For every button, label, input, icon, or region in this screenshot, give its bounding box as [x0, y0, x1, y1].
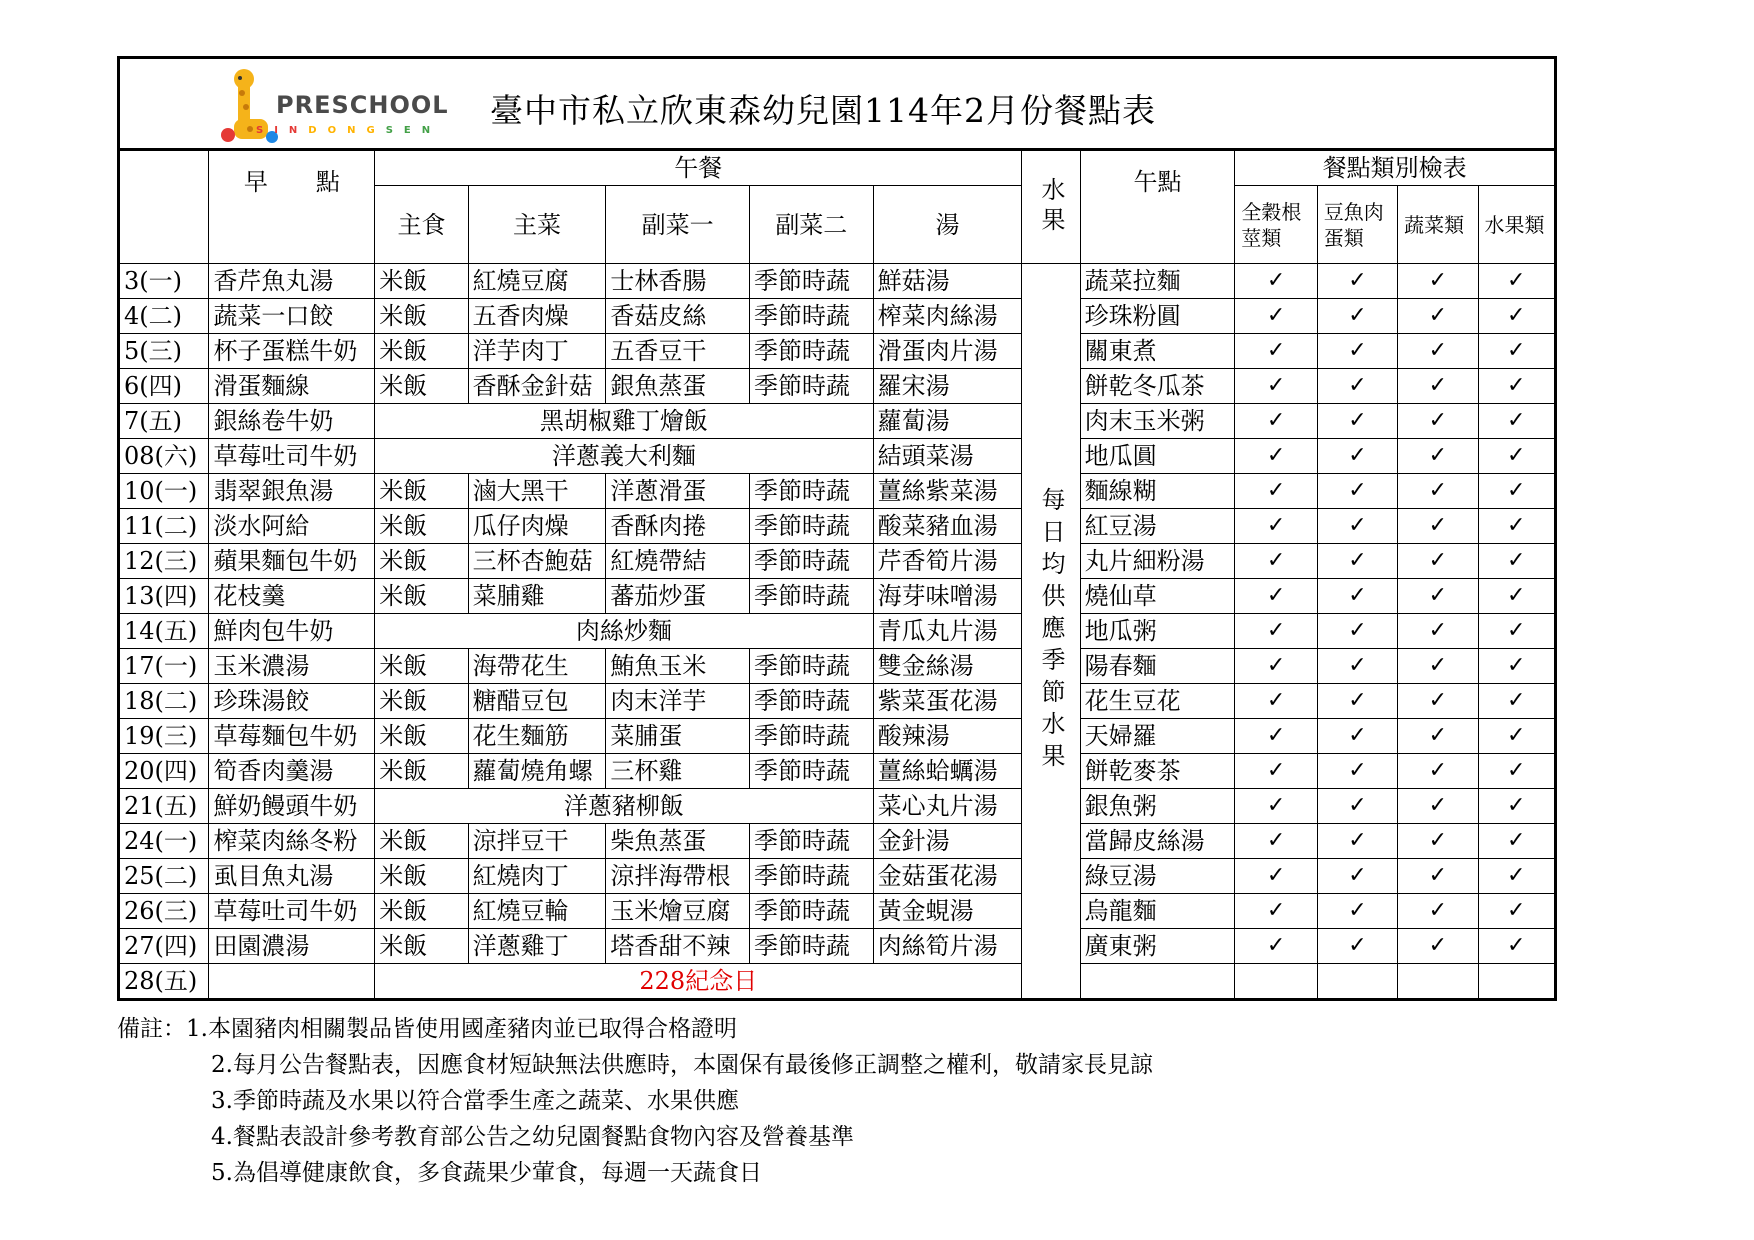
soup-cell: 海芽味噌湯 — [873, 579, 1022, 614]
check-mark: ✓ — [1478, 859, 1555, 894]
table-row — [119, 369, 1556, 404]
main-dish-cell: 洋蔥雞丁 — [468, 929, 606, 964]
side1-cell: 柴魚蒸蛋 — [606, 824, 750, 859]
table-row — [119, 684, 1556, 719]
date-cell: 24(一) — [119, 824, 209, 859]
soup-cell: 雙金絲湯 — [873, 649, 1022, 684]
check-mark: ✓ — [1235, 439, 1317, 474]
check-cell — [1317, 964, 1397, 1000]
table-row — [119, 334, 1556, 369]
logo-text: PRESCHOOL — [276, 91, 449, 119]
side1-cell: 肉末洋芋 — [606, 684, 750, 719]
snack-cell: 地瓜圓 — [1080, 439, 1235, 474]
check-mark: ✓ — [1235, 719, 1317, 754]
main-dish-cell: 紅燒肉丁 — [468, 859, 606, 894]
soup-cell: 榨菜肉絲湯 — [873, 299, 1022, 334]
breakfast-cell: 虱目魚丸湯 — [209, 859, 375, 894]
main-dish-cell: 三杯杏鮑菇 — [468, 544, 606, 579]
menu-sheet — [117, 56, 1557, 1191]
soup-cell: 薑絲蛤蠣湯 — [873, 754, 1022, 789]
snack-cell: 蔬菜拉麵 — [1080, 264, 1235, 299]
table-row — [119, 474, 1556, 509]
side2-cell: 季節時蔬 — [750, 474, 874, 509]
fruit-note-cell — [1022, 264, 1080, 1000]
side2-cell: 季節時蔬 — [750, 719, 874, 754]
snack-cell: 肉末玉米粥 — [1080, 404, 1235, 439]
combined-lunch-cell: 黑胡椒雞丁燴飯 — [375, 404, 873, 439]
check-mark: ✓ — [1235, 929, 1317, 964]
check-mark: ✓ — [1235, 859, 1317, 894]
table-row — [119, 789, 1556, 824]
date-cell: 08(六) — [119, 439, 209, 474]
side2-cell: 季節時蔬 — [750, 824, 874, 859]
breakfast-cell: 田園濃湯 — [209, 929, 375, 964]
side2-cell: 季節時蔬 — [750, 544, 874, 579]
main-dish-cell: 糖醋豆包 — [468, 684, 606, 719]
main-dish-cell: 蘿蔔燒角螺 — [468, 754, 606, 789]
staple-cell: 米飯 — [375, 264, 468, 299]
check-mark: ✓ — [1478, 509, 1555, 544]
main-dish-cell: 紅燒豆腐 — [468, 264, 606, 299]
date-cell: 27(四) — [119, 929, 209, 964]
soup-cell: 酸菜豬血湯 — [873, 509, 1022, 544]
soup-cell: 金針湯 — [873, 824, 1022, 859]
check-mark: ✓ — [1478, 579, 1555, 614]
date-cell: 21(五) — [119, 789, 209, 824]
check-cell — [1478, 964, 1555, 1000]
check-mark: ✓ — [1398, 264, 1478, 299]
breakfast-cell: 蘋果麵包牛奶 — [209, 544, 375, 579]
check-cell — [1398, 964, 1478, 1000]
soup-cell: 紫菜蛋花湯 — [873, 684, 1022, 719]
check-cell — [1235, 964, 1317, 1000]
side2-cell: 季節時蔬 — [750, 579, 874, 614]
check-mark: ✓ — [1398, 824, 1478, 859]
check-mark: ✓ — [1235, 334, 1317, 369]
breakfast-cell: 鮮奶饅頭牛奶 — [209, 789, 375, 824]
side2-cell: 季節時蔬 — [750, 894, 874, 929]
soup-cell: 青瓜丸片湯 — [873, 614, 1022, 649]
staple-cell: 米飯 — [375, 299, 468, 334]
snack-cell: 麵線糊 — [1080, 474, 1235, 509]
main-dish-cell: 涼拌豆干 — [468, 824, 606, 859]
table-row — [119, 579, 1556, 614]
table-row — [119, 894, 1556, 929]
main-dish-cell: 紅燒豆輪 — [468, 894, 606, 929]
snack-cell: 綠豆湯 — [1080, 859, 1235, 894]
note-4: 4.餐點表設計參考教育部公告之幼兒園餐點食物內容及營養基準 — [211, 1124, 854, 1150]
breakfast-cell: 筍香肉羹湯 — [209, 754, 375, 789]
soup-cell: 金菇蛋花湯 — [873, 859, 1022, 894]
check-mark: ✓ — [1235, 824, 1317, 859]
check-mark: ✓ — [1398, 754, 1478, 789]
main-dish-cell: 洋芋肉丁 — [468, 334, 606, 369]
breakfast-cell: 淡水阿給 — [209, 509, 375, 544]
snack-cell: 餅乾麥茶 — [1080, 754, 1235, 789]
side2-cell: 季節時蔬 — [750, 859, 874, 894]
check-mark: ✓ — [1478, 754, 1555, 789]
check-mark: ✓ — [1398, 404, 1478, 439]
staple-cell: 米飯 — [375, 334, 468, 369]
staple-cell: 米飯 — [375, 579, 468, 614]
main-dish-cell: 五香肉燥 — [468, 299, 606, 334]
check-mark: ✓ — [1235, 894, 1317, 929]
note-1: 備註：1.本園豬肉相關製品皆使用國產豬肉並已取得合格證明 — [117, 1016, 737, 1042]
side1-cell: 香酥肉捲 — [606, 509, 750, 544]
check-mark: ✓ — [1317, 264, 1397, 299]
snack-cell: 銀魚粥 — [1080, 789, 1235, 824]
table-row — [119, 929, 1556, 964]
snack-cell: 陽春麵 — [1080, 649, 1235, 684]
snack-cell — [1080, 964, 1235, 1000]
table-row — [119, 754, 1556, 789]
snack-cell: 餅乾冬瓜茶 — [1080, 369, 1235, 404]
check-mark: ✓ — [1317, 789, 1397, 824]
breakfast-cell: 草莓麵包牛奶 — [209, 719, 375, 754]
side1-cell: 塔香甜不辣 — [606, 929, 750, 964]
check-mark: ✓ — [1398, 684, 1478, 719]
check-mark: ✓ — [1398, 474, 1478, 509]
check-mark: ✓ — [1317, 684, 1397, 719]
breakfast-cell: 杯子蛋糕牛奶 — [209, 334, 375, 369]
snack-cell: 燒仙草 — [1080, 579, 1235, 614]
soup-cell: 肉絲筍片湯 — [873, 929, 1022, 964]
date-cell: 10(一) — [119, 474, 209, 509]
soup-cell: 結頭菜湯 — [873, 439, 1022, 474]
preschool-logo — [220, 69, 460, 147]
date-cell: 14(五) — [119, 614, 209, 649]
main-dish-cell: 花生麵筋 — [468, 719, 606, 754]
breakfast-cell: 蔬菜一口餃 — [209, 299, 375, 334]
staple-cell: 米飯 — [375, 894, 468, 929]
page-title: 臺中市私立欣東森幼兒園114年2月份餐點表 — [490, 91, 1156, 130]
check-mark: ✓ — [1317, 439, 1397, 474]
table-row — [119, 439, 1556, 474]
check-mark: ✓ — [1317, 614, 1397, 649]
soup-cell: 菜心丸片湯 — [873, 789, 1022, 824]
snack-cell: 珍珠粉圓 — [1080, 299, 1235, 334]
check-mark: ✓ — [1317, 474, 1397, 509]
check-mark: ✓ — [1478, 334, 1555, 369]
date-cell: 5(三) — [119, 334, 209, 369]
snack-cell: 地瓜粥 — [1080, 614, 1235, 649]
side2-cell: 季節時蔬 — [750, 649, 874, 684]
check-mark: ✓ — [1478, 684, 1555, 719]
check-mark: ✓ — [1398, 299, 1478, 334]
soup-cell: 蘿蔔湯 — [873, 404, 1022, 439]
side1-cell: 玉米燴豆腐 — [606, 894, 750, 929]
side1-cell: 涼拌海帶根 — [606, 859, 750, 894]
main-dish-cell: 菜脯雞 — [468, 579, 606, 614]
side1-cell: 五香豆干 — [606, 334, 750, 369]
check-mark: ✓ — [1478, 824, 1555, 859]
date-cell: 26(三) — [119, 894, 209, 929]
check-mark: ✓ — [1317, 929, 1397, 964]
breakfast-cell: 銀絲卷牛奶 — [209, 404, 375, 439]
date-cell: 13(四) — [119, 579, 209, 614]
side1-cell: 鮪魚玉米 — [606, 649, 750, 684]
breakfast-cell: 草莓吐司牛奶 — [209, 439, 375, 474]
header — [117, 56, 1557, 148]
check-mark: ✓ — [1398, 719, 1478, 754]
grain-category-header: 全穀根莖類 — [1235, 186, 1317, 264]
check-mark: ✓ — [1317, 404, 1397, 439]
fruit-category-header: 水果類 — [1478, 186, 1555, 264]
holiday-label: 228紀念日 — [375, 964, 1022, 1000]
check-mark: ✓ — [1235, 684, 1317, 719]
table-row — [119, 299, 1556, 334]
staple-header: 主食 — [375, 186, 468, 264]
check-mark: ✓ — [1478, 789, 1555, 824]
staple-cell: 米飯 — [375, 509, 468, 544]
check-mark: ✓ — [1478, 719, 1555, 754]
date-cell: 12(三) — [119, 544, 209, 579]
snack-cell: 烏龍麵 — [1080, 894, 1235, 929]
table-row — [119, 544, 1556, 579]
check-mark: ✓ — [1478, 264, 1555, 299]
breakfast-cell: 鮮肉包牛奶 — [209, 614, 375, 649]
table-row — [119, 614, 1556, 649]
snack-cell: 關東煮 — [1080, 334, 1235, 369]
check-mark: ✓ — [1235, 474, 1317, 509]
check-mark: ✓ — [1398, 509, 1478, 544]
date-cell: 6(四) — [119, 369, 209, 404]
date-cell: 11(二) — [119, 509, 209, 544]
side1-cell: 銀魚蒸蛋 — [606, 369, 750, 404]
date-cell: 18(二) — [119, 684, 209, 719]
side2-cell: 季節時蔬 — [750, 684, 874, 719]
table-row — [119, 404, 1556, 439]
main-dish-cell: 海帶花生 — [468, 649, 606, 684]
soup-cell: 鮮菇湯 — [873, 264, 1022, 299]
vegetable-category-header: 蔬菜類 — [1398, 186, 1478, 264]
side1-cell: 蕃茄炒蛋 — [606, 579, 750, 614]
check-mark: ✓ — [1478, 544, 1555, 579]
check-mark: ✓ — [1398, 929, 1478, 964]
side2-cell: 季節時蔬 — [750, 509, 874, 544]
check-mark: ✓ — [1398, 894, 1478, 929]
check-mark: ✓ — [1235, 299, 1317, 334]
side2-header: 副菜二 — [750, 186, 874, 264]
fruit-note: 每日均供應季節水果 — [1037, 487, 1066, 775]
check-mark: ✓ — [1317, 894, 1397, 929]
breakfast-cell — [209, 964, 375, 1000]
check-mark: ✓ — [1317, 334, 1397, 369]
table-row — [119, 509, 1556, 544]
check-mark: ✓ — [1478, 439, 1555, 474]
check-mark: ✓ — [1235, 369, 1317, 404]
side1-cell: 洋蔥滑蛋 — [606, 474, 750, 509]
check-mark: ✓ — [1478, 929, 1555, 964]
breakfast-cell: 滑蛋麵線 — [209, 369, 375, 404]
snack-cell: 丸片細粉湯 — [1080, 544, 1235, 579]
soup-cell: 芹香筍片湯 — [873, 544, 1022, 579]
category-check-header: 餐點類別檢表 — [1235, 150, 1556, 186]
date-cell: 7(五) — [119, 404, 209, 439]
check-mark: ✓ — [1317, 509, 1397, 544]
staple-cell: 米飯 — [375, 719, 468, 754]
breakfast-cell: 草莓吐司牛奶 — [209, 894, 375, 929]
check-mark: ✓ — [1398, 369, 1478, 404]
side2-cell: 季節時蔬 — [750, 369, 874, 404]
check-mark: ✓ — [1317, 859, 1397, 894]
note-2: 2.每月公告餐點表，因應食材短缺無法供應時，本園保有最後修正調整之權利，敬請家長見諒 — [211, 1052, 1153, 1078]
table-row — [119, 719, 1556, 754]
combined-lunch-cell: 洋蔥豬柳飯 — [375, 789, 873, 824]
breakfast-cell: 翡翠銀魚湯 — [209, 474, 375, 509]
side1-cell: 菜脯蛋 — [606, 719, 750, 754]
side1-cell: 士林香腸 — [606, 264, 750, 299]
check-mark: ✓ — [1398, 789, 1478, 824]
snack-cell: 當歸皮絲湯 — [1080, 824, 1235, 859]
check-mark: ✓ — [1317, 649, 1397, 684]
side1-cell: 三杯雞 — [606, 754, 750, 789]
staple-cell: 米飯 — [375, 824, 468, 859]
date-cell: 4(二) — [119, 299, 209, 334]
check-mark: ✓ — [1317, 369, 1397, 404]
check-mark: ✓ — [1398, 334, 1478, 369]
soup-cell: 薑絲紫菜湯 — [873, 474, 1022, 509]
check-mark: ✓ — [1317, 824, 1397, 859]
check-mark: ✓ — [1478, 894, 1555, 929]
staple-cell: 米飯 — [375, 544, 468, 579]
side2-cell: 季節時蔬 — [750, 264, 874, 299]
note-3: 3.季節時蔬及水果以符合當季生產之蔬菜、水果供應 — [211, 1088, 739, 1114]
check-mark: ✓ — [1235, 544, 1317, 579]
breakfast-cell: 香芹魚丸湯 — [209, 264, 375, 299]
table-row — [119, 649, 1556, 684]
side2-cell: 季節時蔬 — [750, 929, 874, 964]
logo-subtext: SINDONGSEN — [256, 125, 442, 136]
staple-cell: 米飯 — [375, 929, 468, 964]
breakfast-cell: 花枝羹 — [209, 579, 375, 614]
check-mark: ✓ — [1317, 544, 1397, 579]
date-cell: 20(四) — [119, 754, 209, 789]
main-dish-header: 主菜 — [468, 186, 606, 264]
date-cell: 28(五) — [119, 964, 209, 1000]
staple-cell: 米飯 — [375, 369, 468, 404]
soup-cell: 滑蛋肉片湯 — [873, 334, 1022, 369]
staple-cell: 米飯 — [375, 754, 468, 789]
breakfast-cell: 珍珠湯餃 — [209, 684, 375, 719]
check-mark: ✓ — [1398, 649, 1478, 684]
check-mark: ✓ — [1317, 754, 1397, 789]
check-mark: ✓ — [1478, 369, 1555, 404]
note-5: 5.為倡導健康飲食，多食蔬果少葷食，每週一天蔬食日 — [211, 1160, 762, 1186]
side1-cell: 香菇皮絲 — [606, 299, 750, 334]
snack-cell: 紅豆湯 — [1080, 509, 1235, 544]
table-row — [119, 264, 1556, 299]
check-mark: ✓ — [1398, 614, 1478, 649]
check-mark: ✓ — [1235, 649, 1317, 684]
main-dish-cell: 瓜仔肉燥 — [468, 509, 606, 544]
check-mark: ✓ — [1398, 859, 1478, 894]
check-mark: ✓ — [1478, 474, 1555, 509]
date-cell: 19(三) — [119, 719, 209, 754]
combined-lunch-cell: 肉絲炒麵 — [375, 614, 873, 649]
check-mark: ✓ — [1317, 719, 1397, 754]
snack-cell: 天婦羅 — [1080, 719, 1235, 754]
staple-cell: 米飯 — [375, 859, 468, 894]
date-header — [119, 150, 209, 264]
check-mark: ✓ — [1235, 404, 1317, 439]
check-mark: ✓ — [1478, 649, 1555, 684]
side2-cell: 季節時蔬 — [750, 334, 874, 369]
protein-category-header: 豆魚肉蛋類 — [1317, 186, 1397, 264]
check-mark: ✓ — [1235, 614, 1317, 649]
check-mark: ✓ — [1478, 614, 1555, 649]
snack-cell: 廣東粥 — [1080, 929, 1235, 964]
check-mark: ✓ — [1317, 299, 1397, 334]
meal-table — [117, 148, 1557, 1001]
check-mark: ✓ — [1398, 439, 1478, 474]
side1-cell: 紅燒帶結 — [606, 544, 750, 579]
soup-cell: 酸辣湯 — [873, 719, 1022, 754]
main-dish-cell: 滷大黑干 — [468, 474, 606, 509]
date-cell: 25(二) — [119, 859, 209, 894]
breakfast-cell: 榨菜肉絲冬粉 — [209, 824, 375, 859]
check-mark: ✓ — [1235, 579, 1317, 614]
holiday-row — [119, 964, 1556, 1000]
date-cell: 3(一) — [119, 264, 209, 299]
snack-cell: 花生豆花 — [1080, 684, 1235, 719]
staple-cell: 米飯 — [375, 474, 468, 509]
check-mark: ✓ — [1398, 544, 1478, 579]
soup-cell: 黃金蜆湯 — [873, 894, 1022, 929]
check-mark: ✓ — [1235, 264, 1317, 299]
side1-header: 副菜一 — [606, 186, 750, 264]
soup-header: 湯 — [873, 186, 1022, 264]
staple-cell: 米飯 — [375, 684, 468, 719]
check-mark: ✓ — [1478, 299, 1555, 334]
side2-cell: 季節時蔬 — [750, 299, 874, 334]
staple-cell: 米飯 — [375, 649, 468, 684]
fruit-header: 水果 — [1022, 150, 1080, 264]
combined-lunch-cell: 洋蔥義大利麵 — [375, 439, 873, 474]
breakfast-cell: 玉米濃湯 — [209, 649, 375, 684]
table-row — [119, 824, 1556, 859]
soup-cell: 羅宋湯 — [873, 369, 1022, 404]
check-mark: ✓ — [1478, 404, 1555, 439]
side2-cell: 季節時蔬 — [750, 754, 874, 789]
date-cell: 17(一) — [119, 649, 209, 684]
table-row — [119, 859, 1556, 894]
check-mark: ✓ — [1235, 789, 1317, 824]
breakfast-header: 早 點 — [209, 150, 375, 264]
main-dish-cell: 香酥金針菇 — [468, 369, 606, 404]
check-mark: ✓ — [1398, 579, 1478, 614]
notes — [117, 1011, 1557, 1191]
snack-header: 午點 — [1080, 150, 1235, 264]
check-mark: ✓ — [1317, 579, 1397, 614]
lunch-header: 午餐 — [375, 150, 1022, 186]
check-mark: ✓ — [1235, 754, 1317, 789]
check-mark: ✓ — [1235, 509, 1317, 544]
